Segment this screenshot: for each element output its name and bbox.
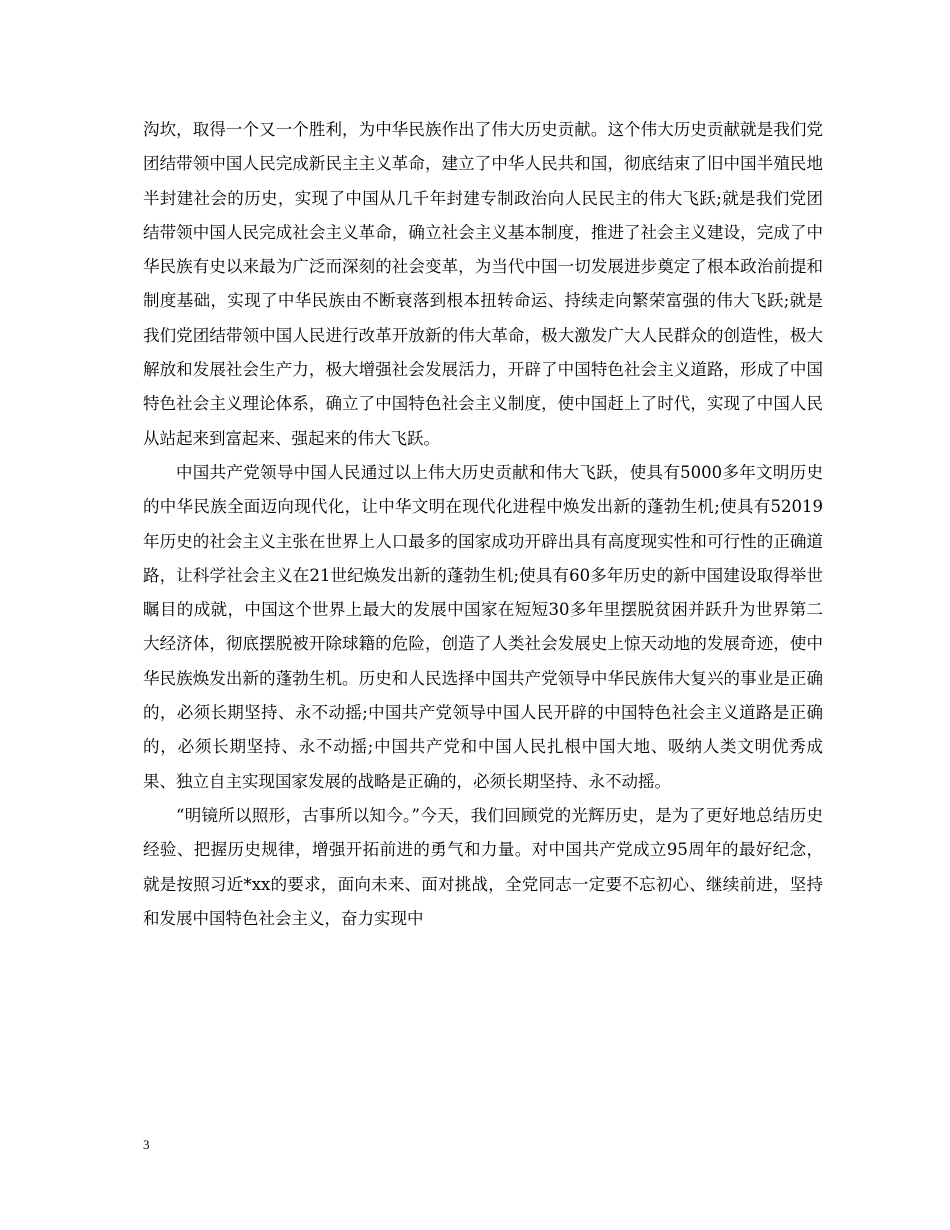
page-number: 3 bbox=[143, 1137, 150, 1152]
paragraph-historic-contributions: 中国共产党领导中国人民通过以上伟大历史贡献和伟大飞跃，使具有5000多年文明历史的中华民族全面迈向现代化，让中华文明在现代化进程中焕发出新的蓬勃生机;使具有52019年历史的社会主义主张在世界上人口最多的国家成功开辟出具有高度现实性和可行性的正确道路，让科学社会主义在21世纪焕发出新的蓬勃生机;使具有60多年历史的新中国建设取得举世瞩目的成就，中国这个世界上最大的发展中国家在短短30多年里摆脱贫困并跃升为世界第二大经济体，彻底摆脱被开除球籍的危险，创造了人类社会发展史上惊天动地的发展奇迹，使中华民族焕发出新的蓬勃生机。历史和人民选择中国共产党领导中华民族伟大复兴的事业是正确的，必须长期坚持、永不动摇;中国共产党领导中国人民开辟的中国特色社会主义道路是正确的，必须长期坚持、永不动摇;中国共产党和中国人民扎根中国大地、吸纳人类文明优秀成果、独立自主实现国家发展的战略是正确的，必须长期坚持、永不动摇。 bbox=[143, 462, 823, 791]
body-text bbox=[143, 113, 823, 936]
paragraph-mirror-quote: “明镜所以照形，古事所以知今。”今天，我们回顾党的光辉历史，是为了更好地总结历史经验、把握历史规律，增强开拓前进的勇气和力量。对中国共产党成立95周年的最好纪念，就是按照习近*xx的要求，面向未来、面对挑战，全党同志一定要不忘初心、继续前进，坚持和发展中国特色社会主义，奋力实现中 bbox=[143, 805, 823, 928]
paragraph-continued: 沟坎，取得一个又一个胜利，为中华民族作出了伟大历史贡献。这个伟大历史贡献就是我们党团结带领中国人民完成新民主主义革命，建立了中华人民共和国，彻底结束了旧中国半殖民地半封建社会的历史，实现了中国从几千年封建专制政治向人民民主的伟大飞跃;就是我们党团结带领中国人民完成社会主义革命，确立社会主义基本制度，推进了社会主义建设，完成了中华民族有史以来最为广泛而深刻的社会变革，为当代中国一切发展进步奠定了根本政治前提和制度基础，实现了中华民族由不断衰落到根本扭转命运、持续走向繁荣富强的伟大飞跃;就是我们党团结带领中国人民进行改革开放新的伟大革命，极大激发广大人民群众的创造性，极大解放和发展社会生产力，极大增强社会发展活力，开辟了中国特色社会主义道路，形成了中国特色社会主义理论体系，确立了中国特色社会主义制度，使中国赶上了时代，实现了中国人民从站起来到富起来、强起来的伟大飞跃。 bbox=[143, 120, 823, 448]
